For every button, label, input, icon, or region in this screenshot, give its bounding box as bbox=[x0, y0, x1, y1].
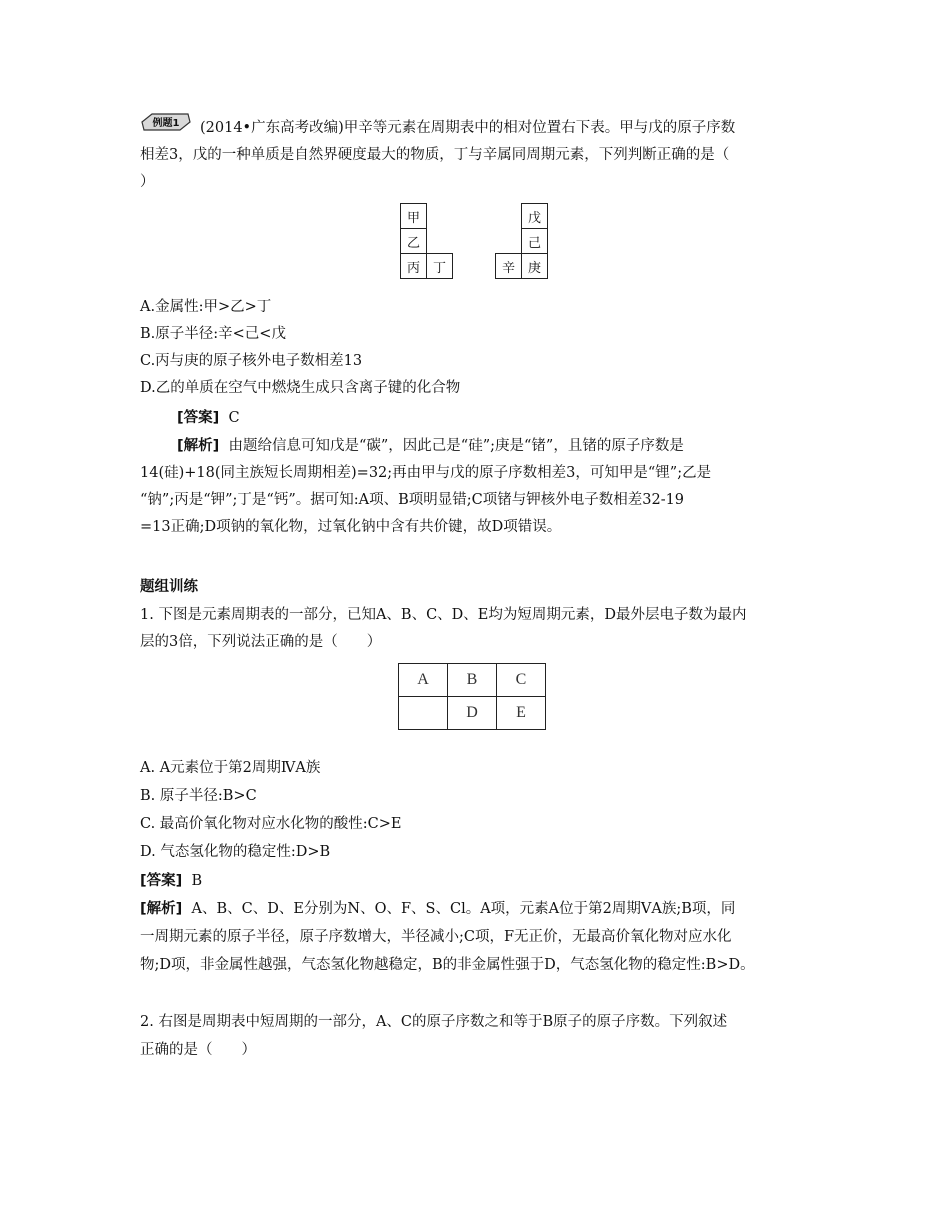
example-option-b: B.原子半径:辛<己<戊 bbox=[140, 326, 286, 342]
q1-cell-c: C bbox=[497, 664, 546, 697]
cell-jia: 甲 bbox=[401, 204, 427, 229]
periodic-table-right bbox=[495, 203, 548, 279]
cell-ding: 丁 bbox=[427, 254, 453, 279]
example-answer bbox=[177, 408, 240, 428]
example-analysis-line1 bbox=[177, 436, 684, 456]
cell-wu: 戊 bbox=[522, 204, 548, 229]
q1-option-a: A. A元素位于第2周期ⅣA族 bbox=[140, 760, 321, 776]
q1-cell-e: E bbox=[497, 697, 546, 730]
training-heading: 题组训练 bbox=[140, 579, 198, 595]
q1-cell-b: B bbox=[448, 664, 497, 697]
q2-line1: 2. 右图是周期表中短周期的一部分，A、C的原子序数之和等于B原子的原子序数。下列叙述 bbox=[140, 1014, 728, 1030]
example-analysis-line2: 14(硅)+18(同主族短长周期相差)=32;再由甲与戊的原子序数相差3，可知甲是“锂”;乙是 bbox=[140, 465, 712, 481]
example-question-line2: 相差3，戊的一种单质是自然界硬度最大的物质，丁与辛属同周期元素，下列判断正确的是（ bbox=[140, 147, 730, 163]
q1-analysis-line2: 一周期元素的原子半径，原子序数增大，半径减小;C项，F无正价，无最高价氧化物对应水化 bbox=[140, 929, 732, 945]
q1-cell-d: D bbox=[448, 697, 497, 730]
example-option-a: A.金属性:甲>乙>丁 bbox=[140, 299, 272, 315]
q1-cell-a: A bbox=[399, 664, 448, 697]
q1-analysis-line3: 物;D项，非金属性越强，气态氢化物越稳定，B的非金属性强于D，气态氢化物的稳定性:B>D。 bbox=[140, 957, 755, 973]
cell-bing: 丙 bbox=[401, 254, 427, 279]
q1-analysis-text: A、B、C、D、E分别为N、O、F、S、Cl。A项，元素A位于第2周期ⅤA族;B项，同 bbox=[191, 901, 736, 917]
q1-answer-value: B bbox=[191, 873, 203, 889]
answer-label: [答案] bbox=[177, 410, 220, 426]
example-option-c: C.丙与庚的原子核外电子数相差13 bbox=[140, 353, 363, 369]
q1-line1: 1. 下图是元素周期表的一部分，已知A、B、C、D、E均为短周期元素，D最外层电子数为最内 bbox=[140, 607, 747, 623]
q1-answer-label: [答案] bbox=[140, 873, 183, 889]
q1-cell-empty bbox=[399, 697, 448, 730]
periodic-table-left bbox=[400, 203, 453, 279]
answer-value: C bbox=[228, 410, 240, 426]
q1-line2: 层的3倍，下列说法正确的是（ ） bbox=[140, 634, 382, 650]
analysis-label: [解析] bbox=[177, 438, 220, 454]
example-badge-label: 例题1 bbox=[152, 118, 180, 129]
example-question-line3: ） bbox=[140, 174, 155, 190]
cell-yi: 乙 bbox=[401, 229, 427, 254]
q2-line2: 正确的是（ ） bbox=[140, 1042, 256, 1058]
example-badge bbox=[140, 113, 192, 131]
cell-ji: 己 bbox=[522, 229, 548, 254]
q1-answer bbox=[140, 871, 202, 891]
q1-option-c: C. 最高价氧化物对应水化物的酸性:C>E bbox=[140, 816, 402, 832]
q1-option-b: B. 原子半径:B>C bbox=[140, 788, 257, 804]
example-analysis-line4: =13正确;D项钠的氧化物，过氧化钠中含有共价键，故D项错误。 bbox=[140, 519, 562, 535]
example-option-d: D.乙的单质在空气中燃烧生成只含离子键的化合物 bbox=[140, 380, 461, 396]
q1-analysis-label: [解析] bbox=[140, 901, 183, 917]
analysis-text: 由题给信息可知戊是“碳”，因此己是“硅”;庚是“锗”，且锗的原子序数是 bbox=[228, 438, 684, 454]
q1-option-d: D. 气态氢化物的稳定性:D>B bbox=[140, 844, 331, 860]
cell-geng: 庚 bbox=[522, 254, 548, 279]
example-question-line1: (2014•广东高考改编)甲辛等元素在周期表中的相对位置右下表。甲与戊的原子序数 bbox=[200, 120, 736, 136]
cell-xin: 辛 bbox=[496, 254, 522, 279]
q1-periodic-table bbox=[398, 663, 546, 730]
q1-analysis-line1 bbox=[140, 899, 735, 919]
example-analysis-line3: “钠”;丙是“钾”;丁是“钙”。据可知:A项、B项明显错;C项锗与钾核外电子数相差32-19 bbox=[140, 492, 685, 508]
